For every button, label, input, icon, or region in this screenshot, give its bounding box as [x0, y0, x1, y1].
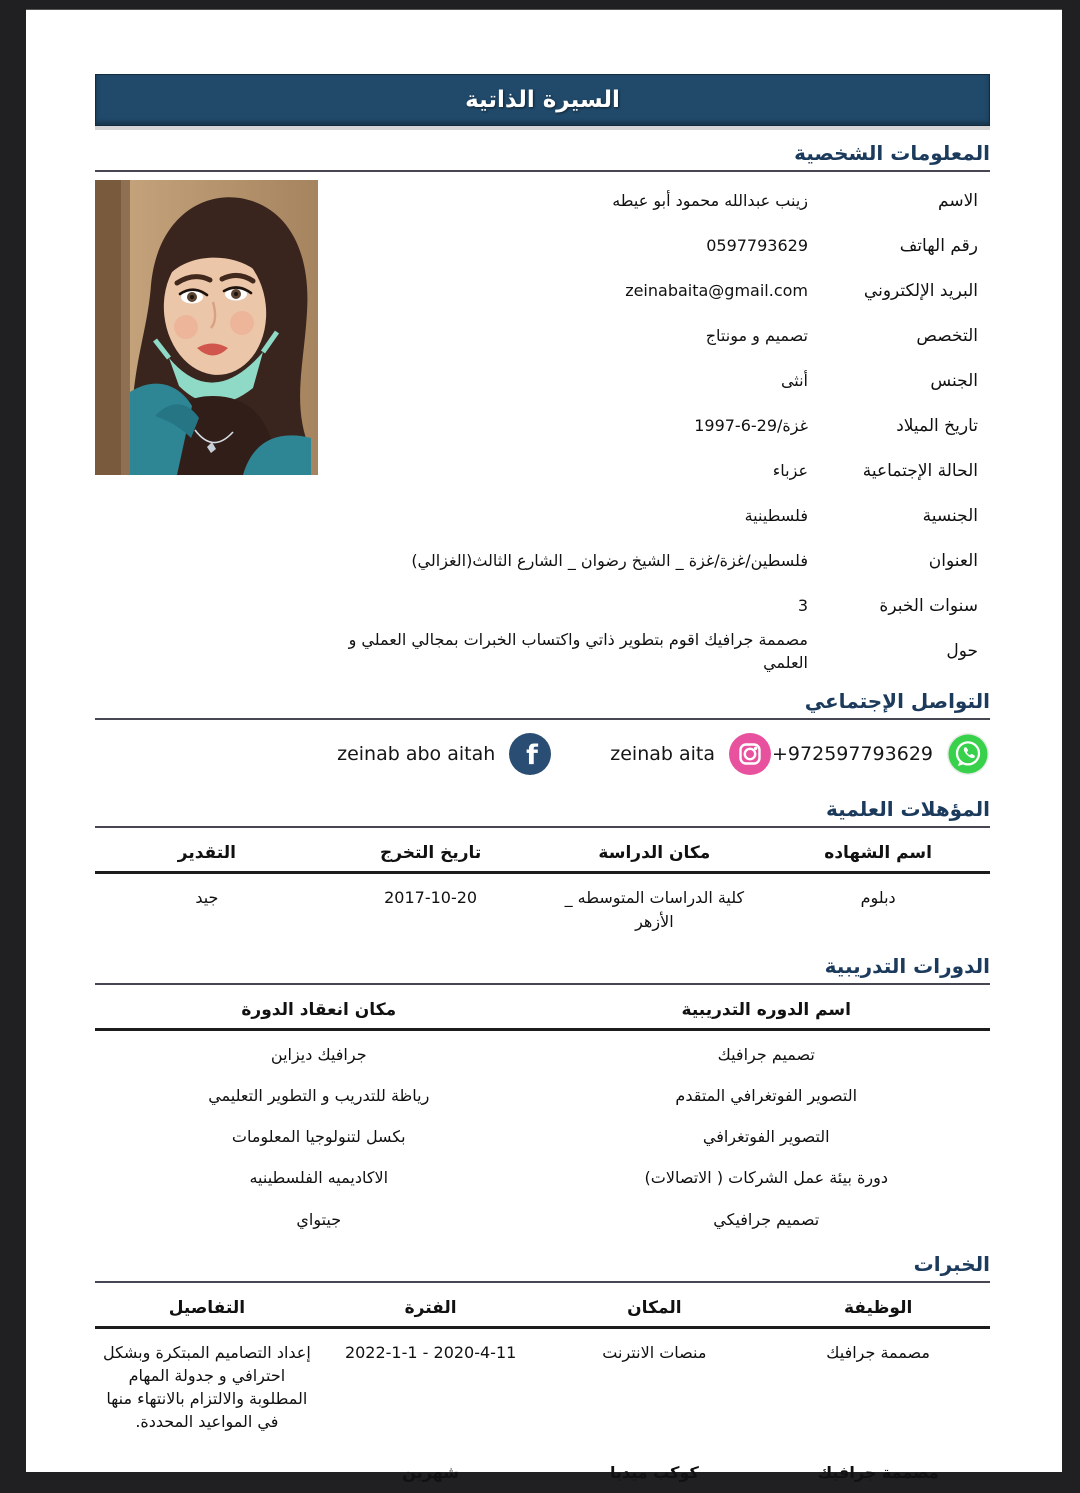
table-cell: التصوير الفوتغرافي	[702, 1127, 830, 1147]
info-value: فلسطينية	[744, 505, 808, 525]
info-label: التخصص	[916, 325, 978, 346]
info-value: 3	[797, 595, 808, 615]
cv-page	[26, 9, 1062, 1483]
info-value: أنثى	[780, 370, 808, 390]
info-value: مصممة جرافيك اقوم بتطوير ذاتي واكتساب الخبرات بمجالي العملي و العلمي	[348, 630, 808, 673]
info-label: رقم الهاتف	[899, 235, 978, 256]
table-cell: دورة بيئة عمل الشركات ( الاتصالات)	[644, 1168, 888, 1188]
table-cell	[319, 1327, 543, 1439]
info-row-nationality	[318, 493, 990, 538]
table-cell: التصوير الفوتغرافي المتقدم	[675, 1085, 858, 1105]
info-label: سنوات الخبرة	[879, 595, 978, 616]
table-row	[95, 873, 990, 939]
profile-photo	[95, 180, 318, 475]
info-value: غزة/29-6-1997	[694, 415, 808, 435]
experience-period: 2022-1-1 - 2020-4-11	[344, 1342, 517, 1362]
personal-info-list	[318, 176, 990, 674]
instagram-handle: zeinab aita	[610, 743, 716, 766]
table-cell: مصممة جرافيك	[817, 1463, 939, 1483]
info-label: الحالة الإجتماعية	[862, 460, 978, 481]
table-cell: بكسل لتنولوجيا المعلومات	[231, 1127, 406, 1147]
personal-section	[95, 176, 990, 674]
table-cell: إعداد التصاميم المبتكرة وبشكل احترافي و جدولة المهام المطلوبة والالتزام بالانتهاء منها في المواعيد المحددة.	[102, 1342, 311, 1432]
column-header: الفترة	[319, 1289, 543, 1328]
column-header: اسم الشهاده	[766, 834, 990, 873]
courses-table	[95, 991, 990, 1237]
table-row	[95, 1327, 990, 1439]
qualifications-section-title: المؤهلات العلمية	[95, 797, 990, 828]
facebook-account	[337, 732, 552, 776]
info-value: عزباء	[772, 460, 808, 480]
table-row	[95, 1196, 990, 1237]
info-label: تاريخ الميلاد	[896, 415, 978, 436]
cv-content	[26, 74, 1062, 1491]
profile-photo-illustration	[95, 180, 318, 475]
column-header: الوظيفة	[766, 1289, 990, 1328]
courses-header-row	[95, 991, 990, 1030]
column-header: اسم الدوره التدريبية	[543, 991, 991, 1030]
qualifications-table	[95, 834, 990, 938]
facebook-icon	[508, 732, 552, 776]
table-cell	[319, 873, 543, 939]
social-section-title: التواصل الإجتماعي	[95, 689, 990, 720]
column-header: التقدير	[95, 834, 319, 873]
instagram-icon	[728, 732, 772, 776]
whatsapp-icon	[946, 732, 990, 776]
courses-section-title: الدورات التدريبية	[95, 954, 990, 985]
svg-text:f: f	[526, 740, 539, 772]
info-row-gender	[318, 358, 990, 403]
column-header: المكان	[543, 1289, 767, 1328]
table-cell: شهرين	[402, 1463, 459, 1483]
experiences-section-title: الخبرات	[95, 1252, 990, 1283]
info-row-marital-status	[318, 448, 990, 493]
info-label: الجنسية	[922, 505, 978, 526]
table-cell: مصممة جرافيك	[826, 1342, 930, 1362]
table-cell: دبلوم	[860, 888, 896, 908]
info-label: الجنس	[930, 370, 978, 391]
instagram-account	[610, 732, 772, 776]
table-cell: تصميم جرافيكي	[713, 1209, 820, 1229]
info-label: الاسم	[938, 190, 978, 211]
info-row-about	[318, 628, 990, 674]
table-row	[95, 1029, 990, 1072]
cv-title: السيرة الذاتية	[465, 87, 620, 113]
whatsapp-account	[772, 732, 990, 776]
info-value: فلسطين/غزة/غزة _ الشيخ رضوان _ الشارع الثالث(الغزالي)	[411, 550, 808, 570]
table-cell: جيتواي	[296, 1209, 342, 1229]
table-row	[95, 1439, 990, 1490]
table-row	[95, 1072, 990, 1113]
social-links-row	[95, 726, 990, 782]
table-cell: رياظة للتدريب و التطوير التعليمي	[208, 1085, 430, 1105]
facebook-handle: zeinab abo aitah	[337, 743, 496, 766]
experiences-header-row	[95, 1289, 990, 1328]
info-row-email	[318, 268, 990, 313]
table-row	[95, 1113, 990, 1154]
info-row-name	[318, 178, 990, 223]
info-value: زينب عبدالله محمود أبو عيطه	[612, 190, 808, 210]
graduation-date: 2017-10-20	[384, 888, 478, 908]
column-header: مكان الدراسة	[543, 834, 767, 873]
table-cell: كلية الدراسات المتوسطه _ الأزهر	[564, 888, 745, 931]
info-row-experience-years	[318, 583, 990, 628]
info-row-phone	[318, 223, 990, 268]
info-value: تصميم و مونتاج	[705, 325, 808, 345]
table-cell: جيد	[195, 888, 219, 908]
info-label: العنوان	[928, 550, 978, 571]
info-row-specialty	[318, 313, 990, 358]
info-label: حول	[946, 641, 978, 662]
info-value: 0597793629	[706, 235, 808, 255]
whatsapp-number: +972597793629	[772, 743, 933, 766]
table-cell: جرافيك ديزاين	[270, 1044, 367, 1064]
table-cell: الاكاديميه الفلسطينيه	[249, 1168, 389, 1188]
personal-section-title: المعلومات الشخصية	[95, 141, 990, 172]
info-row-address	[318, 538, 990, 583]
table-row	[95, 1154, 990, 1195]
qualifications-header-row	[95, 834, 990, 873]
table-cell: تصميم جرافيك	[717, 1044, 815, 1064]
table-cell	[95, 1439, 319, 1490]
table-cell: كوكب ميديا	[609, 1463, 699, 1483]
info-value: zeinabaita@gmail.com	[625, 280, 808, 300]
info-label: البريد الإلكتروني	[863, 280, 978, 301]
cv-title-bar	[95, 74, 990, 126]
experiences-table	[95, 1289, 990, 1491]
column-header: التفاصيل	[95, 1289, 319, 1328]
column-header: مكان انعقاد الدورة	[95, 991, 543, 1030]
table-cell: منصات الانترنت	[602, 1342, 707, 1362]
info-row-birthdate	[318, 403, 990, 448]
column-header: تاريخ التخرج	[319, 834, 543, 873]
